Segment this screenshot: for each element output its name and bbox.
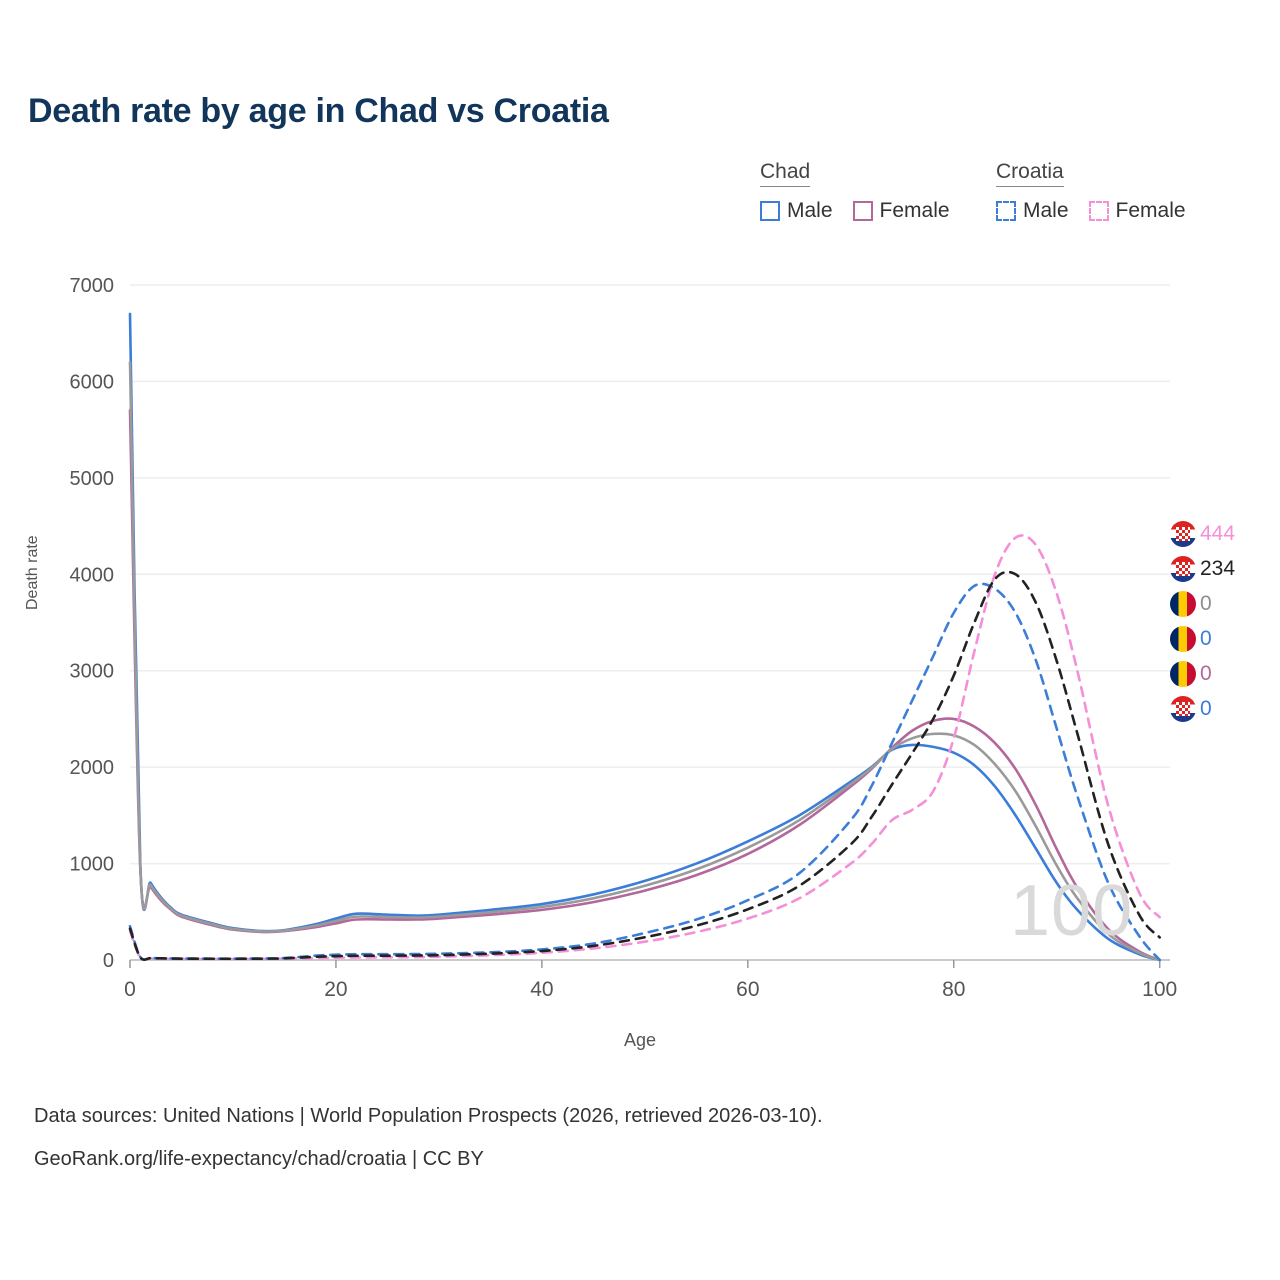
y-tick-label: 1000	[69, 853, 114, 876]
y-tick-label: 4000	[69, 564, 114, 587]
page-title: Death rate by age in Chad vs Croatia	[28, 92, 609, 130]
x-tick-label: 100	[1142, 978, 1178, 1001]
footer-link: GeoRank.org/life-expectancy/chad/croatia | CC BY	[34, 1148, 484, 1170]
legend-item-croatia-female[interactable]	[1089, 199, 1186, 223]
series-line	[130, 410, 1160, 960]
series-line	[130, 535, 1160, 959]
end-value-label: 444	[1200, 521, 1236, 545]
legend-group-croatia-title: Croatia	[996, 160, 1064, 187]
end-value-flag-row	[1170, 520, 1280, 547]
chad-flag-icon	[1170, 591, 1196, 617]
chad-flag-icon	[1170, 626, 1196, 652]
end-value-flag-row	[1170, 695, 1280, 722]
x-tick-label: 80	[942, 978, 966, 1001]
croatia-flag-icon	[1170, 556, 1196, 582]
end-value-flag-row	[1170, 625, 1280, 652]
end-value-label: 0	[1200, 626, 1212, 650]
end-value-label: 0	[1200, 661, 1212, 685]
legend-item-croatia-male[interactable]	[996, 199, 1069, 223]
series-line	[130, 584, 1160, 960]
legend-item-chad-female[interactable]	[853, 199, 950, 223]
legend-group-croatia	[996, 160, 1246, 223]
legend-swatch-chad-female	[853, 201, 873, 221]
y-tick-label: 3000	[69, 660, 114, 683]
legend-label-chad-female: Female	[879, 199, 950, 222]
end-value-flag-row	[1170, 660, 1280, 687]
y-tick-label: 2000	[69, 757, 114, 780]
legend-item-chad-male[interactable]	[760, 199, 833, 223]
croatia-flag-icon	[1170, 696, 1196, 722]
y-tick-label: 0	[102, 950, 114, 972]
footer-sources: Data sources: United Nations | World Population Prospects (2026, retrieved 2026-03-10).	[34, 1105, 823, 1127]
y-axis-title: Death rate	[24, 535, 41, 610]
x-axis-title: Age	[623, 1030, 657, 1050]
legend-swatch-croatia-male	[996, 201, 1016, 221]
legend-swatch-croatia-female	[1089, 201, 1109, 221]
legend-label-croatia-male: Male	[1023, 199, 1069, 222]
x-tick-label: 40	[530, 978, 554, 1001]
legend-group-chad	[760, 160, 996, 223]
x-tick-label: 0	[124, 978, 136, 1001]
x-tick-label: 60	[736, 978, 760, 1001]
legend-group-chad-title: Chad	[760, 160, 810, 187]
end-value-label: 0	[1200, 591, 1212, 615]
chart-legend	[760, 160, 1250, 223]
end-value-label: 234	[1200, 556, 1236, 580]
croatia-flag-icon	[1170, 521, 1196, 547]
watermark-label: 100	[1010, 871, 1134, 951]
series-line	[130, 362, 1160, 960]
legend-label-croatia-female: Female	[1115, 199, 1186, 222]
chad-flag-icon	[1170, 661, 1196, 687]
y-tick-label: 5000	[69, 467, 114, 490]
y-tick-label: 7000	[69, 275, 114, 297]
legend-swatch-chad-male	[760, 201, 780, 221]
end-value-flag-row	[1170, 555, 1280, 582]
end-value-flag-row	[1170, 590, 1280, 617]
legend-label-chad-male: Male	[787, 199, 833, 222]
chart-plot-area	[0, 255, 1280, 1055]
end-value-label: 0	[1200, 696, 1212, 720]
y-tick-label: 6000	[69, 371, 114, 394]
series-line	[130, 572, 1160, 960]
x-tick-label: 20	[324, 978, 348, 1001]
end-value-flags	[1170, 520, 1280, 730]
